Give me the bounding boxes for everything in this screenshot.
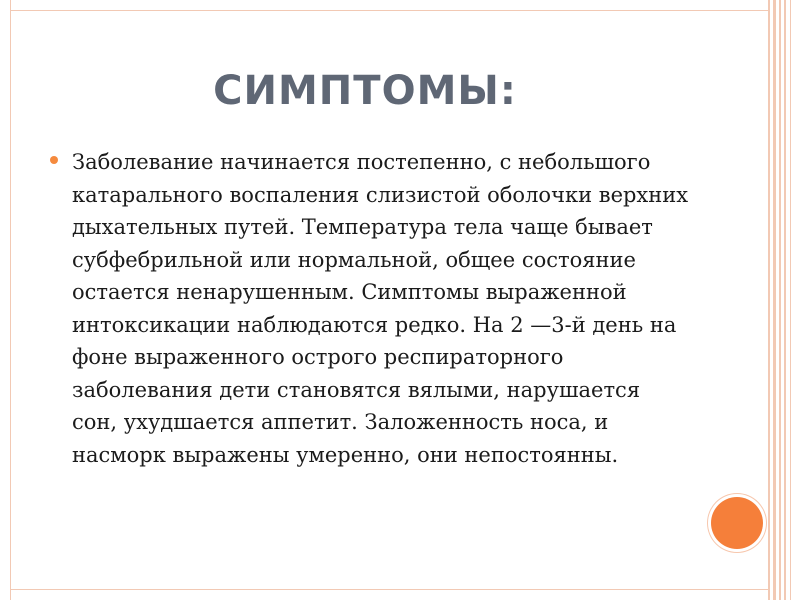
decorative-stripe bbox=[779, 0, 781, 600]
decorative-stripe bbox=[784, 0, 786, 600]
bullet-item bbox=[50, 146, 690, 471]
orange-circle-decoration bbox=[711, 497, 763, 549]
bullet-list bbox=[50, 146, 690, 471]
decorative-stripe bbox=[790, 0, 791, 600]
bullet-dot-icon bbox=[50, 156, 58, 164]
decorative-stripe bbox=[768, 0, 770, 600]
decorative-stripe bbox=[773, 0, 776, 600]
bullet-text: Заболевание начинается постепенно, с небольшого катарального воспаления слизистой оболочки верхних дыхательных путей. Температура тела чаще бывает субфебрильной или нормальной, общее состояние остается ненарушенным. Симптомы выраженной интоксикации наблюдаются редко. На 2 —3-й день на фоне выраженного острого респираторного заболевания дети становятся вялыми, нарушается сон, ухудшается аппетит. Заложенность носа, и насморк выражены умеренно, они непостоянны. bbox=[72, 150, 689, 467]
frame-line-top bbox=[10, 10, 768, 11]
frame-line-bottom bbox=[10, 589, 768, 590]
slide-title: СИМПТОМЫ: bbox=[213, 68, 517, 114]
